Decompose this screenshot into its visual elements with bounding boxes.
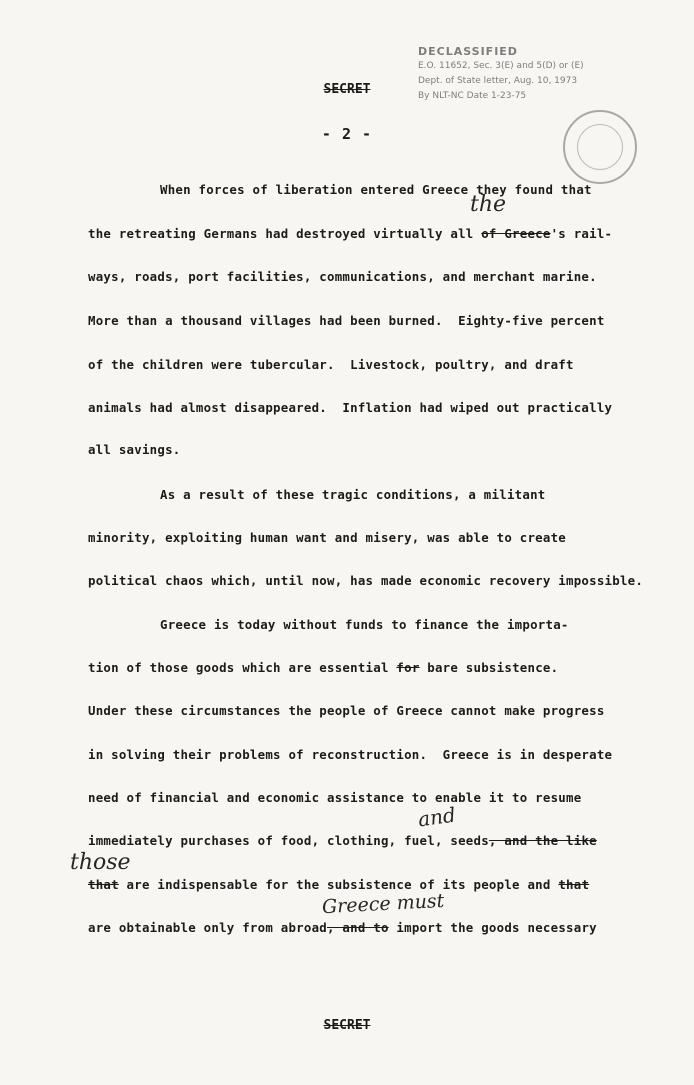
body-line: need of financial and economic assistance to enable it to resume xyxy=(88,790,582,805)
stamp-line-2: Dept. of State letter, Aug. 10, 1973 xyxy=(418,76,578,86)
stamp-line-3: By NLT-NC Date 1-23-75 xyxy=(418,91,527,101)
body-line: political chaos which, until now, has made economic recovery impossible. xyxy=(88,573,644,588)
body-line: in solving their problems of reconstruction. Greece is in desperate xyxy=(88,747,613,762)
body-line: are obtainable only from abroad, and to import the goods necessary xyxy=(88,920,597,935)
body-line: Greece is today without funds to finance the importa- xyxy=(160,617,569,632)
body-line: animals had almost disappeared. Inflation had wiped out practically xyxy=(88,400,613,415)
handwritten-insertion-the: the xyxy=(470,192,507,217)
body-line: More than a thousand villages had been burned. Eighty-five percent xyxy=(88,313,605,328)
body-line: of the children were tubercular. Livestock, poultry, and draft xyxy=(88,357,574,372)
body-line: Under these circumstances the people of Greece cannot make progress xyxy=(88,703,605,718)
body-line: the retreating Germans had destroyed virtually all of Greece's rail- xyxy=(88,226,613,241)
body-line: ways, roads, port facilities, communications, and merchant marine. xyxy=(88,269,597,284)
handwritten-insertion-those: those xyxy=(70,850,131,875)
header-classification: SECRET xyxy=(323,82,371,97)
body-line: minority, exploiting human want and misery, was able to create xyxy=(88,530,567,545)
body-line: tion of those goods which are essential for bare subsistence. xyxy=(88,660,559,675)
archive-seal-icon xyxy=(563,110,637,184)
handwritten-insertion-and: and xyxy=(416,802,458,832)
body-line: all savings. xyxy=(88,442,181,457)
stamp-line-1: E.O. 11652, Sec. 3(E) and 5(D) or (E) xyxy=(418,61,584,71)
body-line: that are indispensable for the subsistence of its people and that xyxy=(88,877,590,892)
body-line: When forces of liberation entered Greece they found that xyxy=(160,182,592,197)
page-number: - 2 - xyxy=(321,125,373,143)
handwritten-insertion-greece-must: Greece must xyxy=(321,889,445,919)
body-line: As a result of these tragic conditions, a militant xyxy=(160,487,546,502)
body-line: immediately purchases of food, clothing, fuel, seeds, and the like xyxy=(88,833,597,848)
stamp-title: DECLASSIFIED xyxy=(418,45,518,58)
footer-classification: SECRET xyxy=(323,1018,371,1033)
